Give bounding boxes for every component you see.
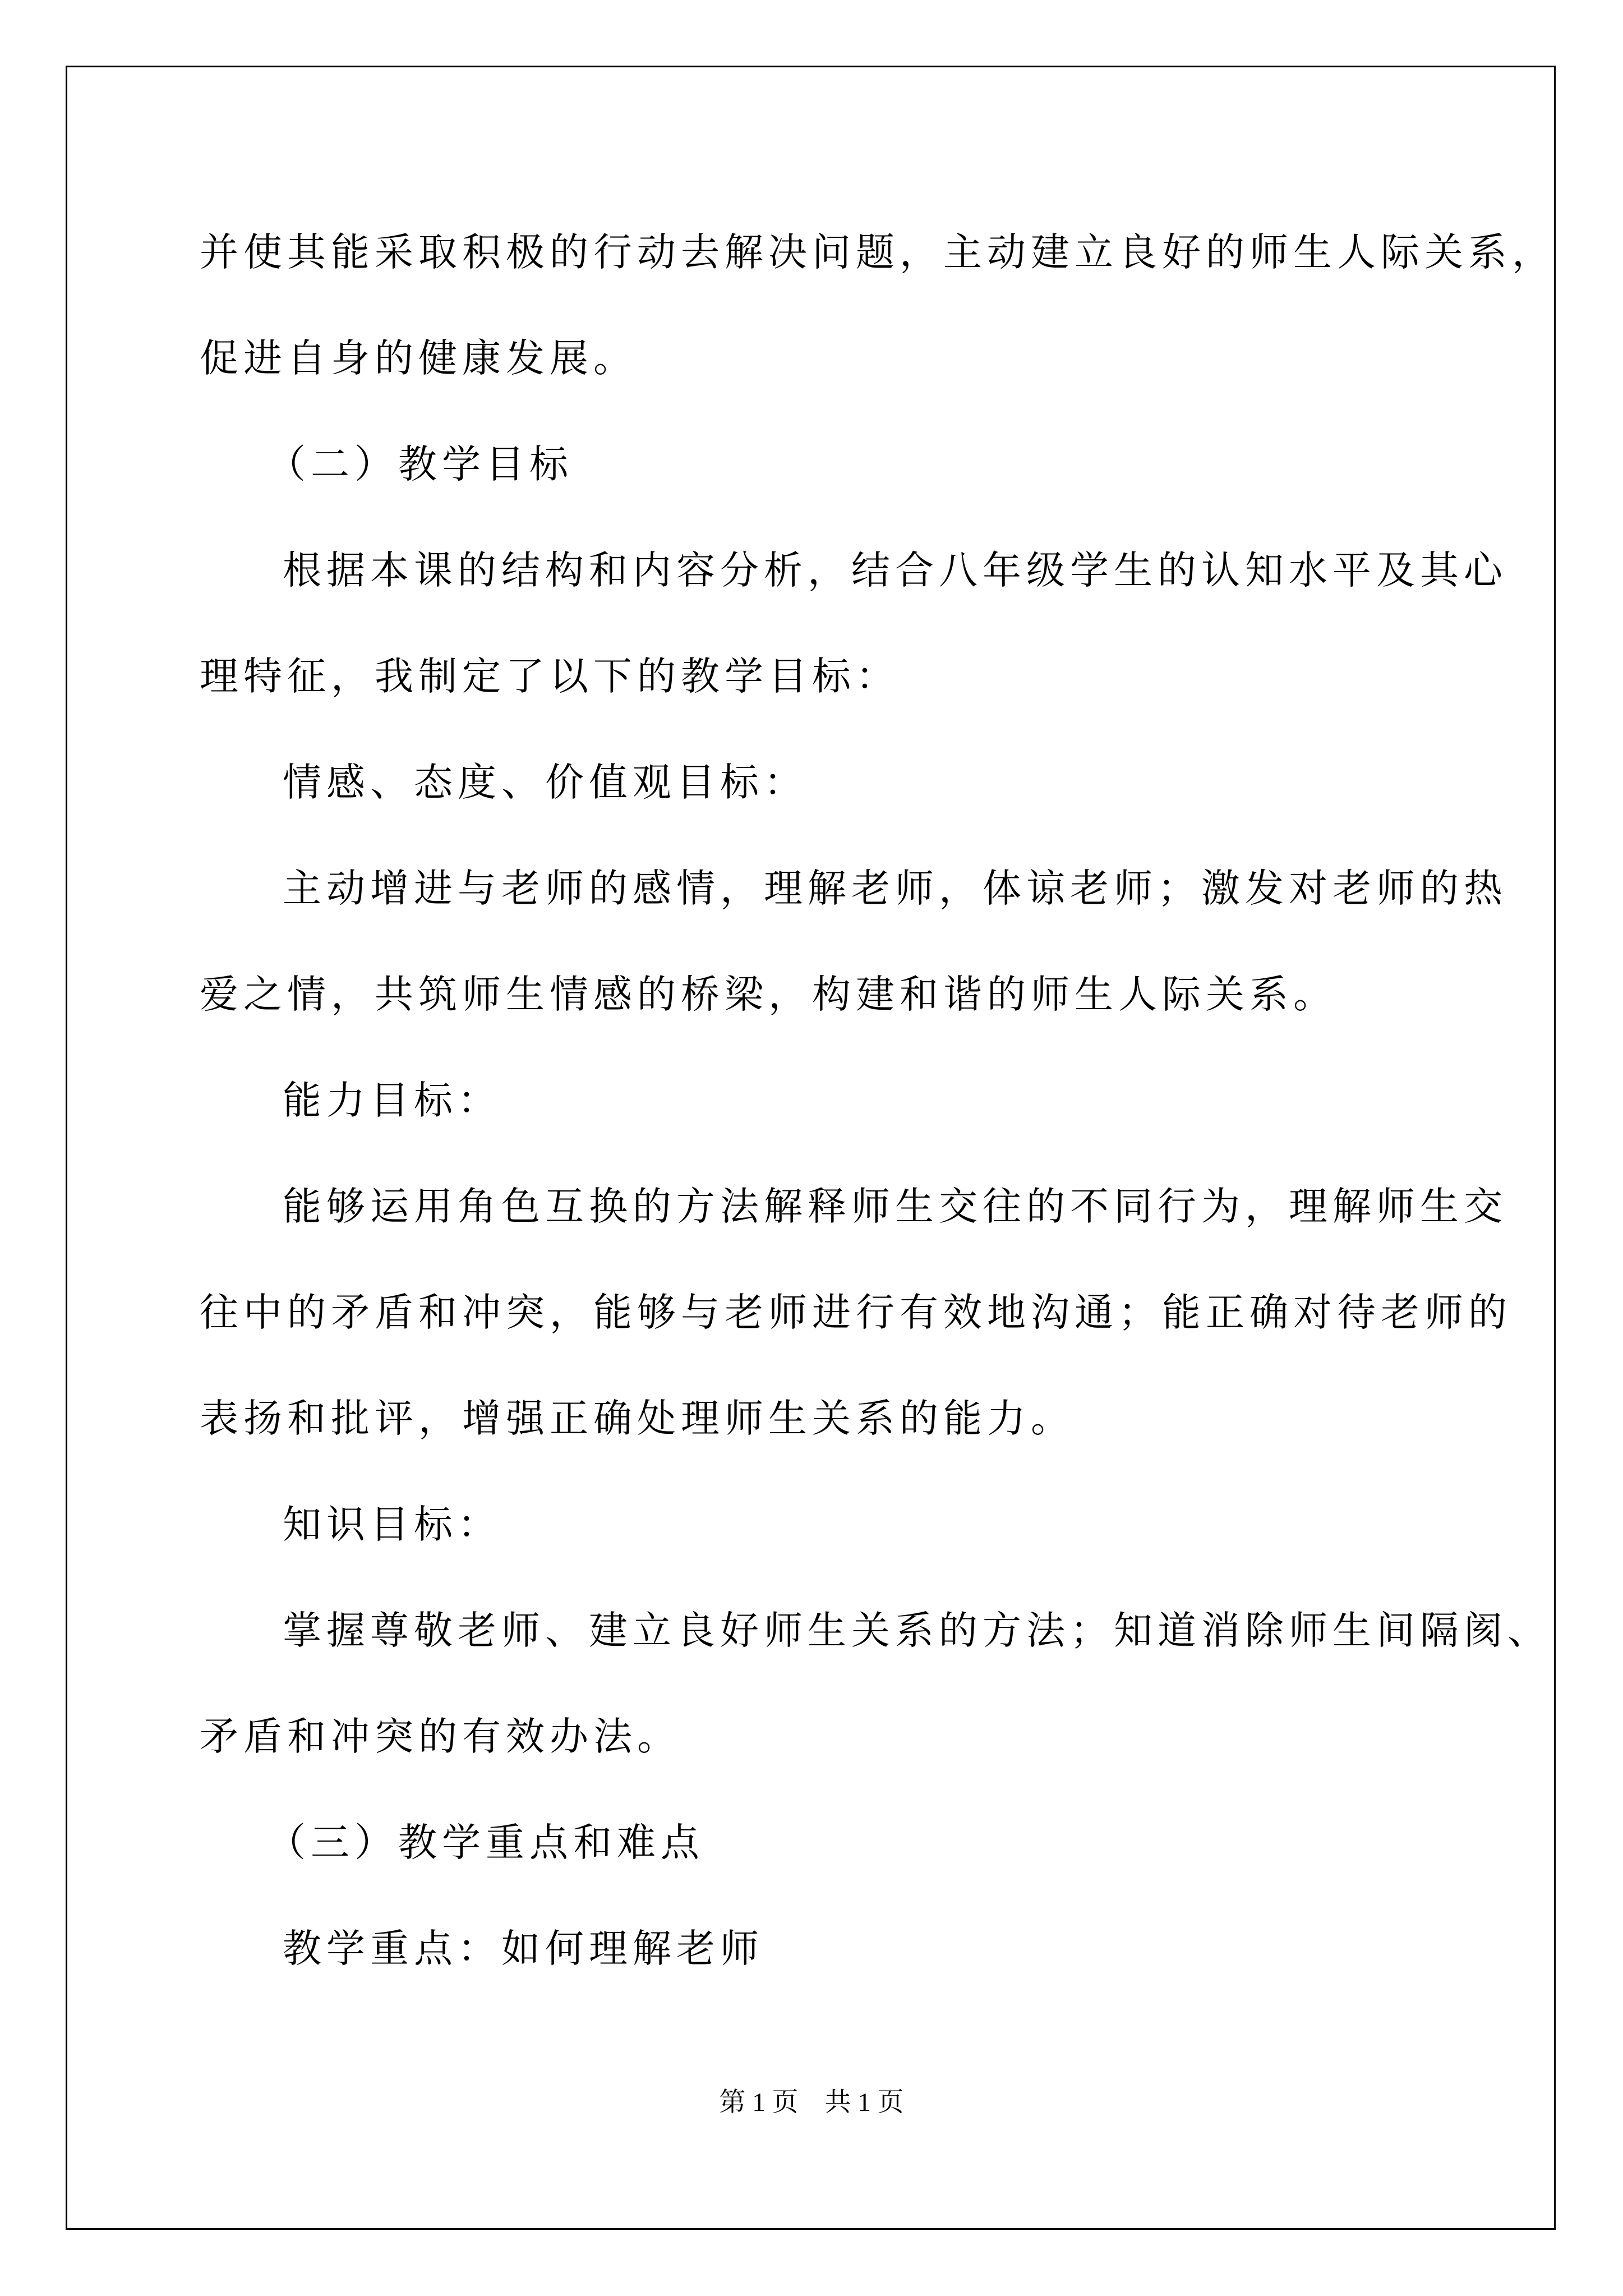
paragraph-line: 掌握尊敬老师、建立良好师生关系的方法；知道消除师生间隔阂、 <box>283 1608 1551 1653</box>
subheading: 知识目标： <box>283 1502 501 1547</box>
paragraph-line: 矛盾和冲突的有效办法。 <box>200 1714 681 1759</box>
paragraph-line: 理特征，我制定了以下的教学目标： <box>200 654 900 699</box>
paragraph-line: 主动增进与老师的感情，理解老师，体谅老师；激发对老师的热 <box>283 866 1507 911</box>
paragraph-line: 教学重点：如何理解老师 <box>283 1926 764 1971</box>
paragraph-line: 能够运用角色互换的方法解释师生交往的不同行为，理解师生交 <box>283 1184 1507 1229</box>
paragraph-line: 爱之情，共筑师生情感的桥梁，构建和谐的师生人际关系。 <box>200 972 1337 1017</box>
page-number-footer: 第 1 页 共 1 页 <box>719 2088 904 2117</box>
page-border <box>66 66 1556 2230</box>
subheading: 情感、态度、价值观目标： <box>283 760 808 805</box>
section-heading: （三）教学重点和难点 <box>267 1820 704 1865</box>
subheading: 能力目标： <box>283 1078 501 1123</box>
paragraph-line: 根据本课的结构和内容分析，结合八年级学生的认知水平及其心 <box>283 548 1507 593</box>
paragraph-line: 并使其能采取积极的行动去解决问题，主动建立良好的师生人际关系， <box>200 230 1556 275</box>
section-heading: （二）教学目标 <box>267 442 573 487</box>
paragraph-line: 表扬和批评，增强正确处理师生关系的能力。 <box>200 1396 1075 1441</box>
paragraph-line: 往中的矛盾和冲突，能够与老师进行有效地沟通；能正确对待老师的 <box>200 1290 1512 1335</box>
paragraph-line: 促进自身的健康发展。 <box>200 336 637 381</box>
